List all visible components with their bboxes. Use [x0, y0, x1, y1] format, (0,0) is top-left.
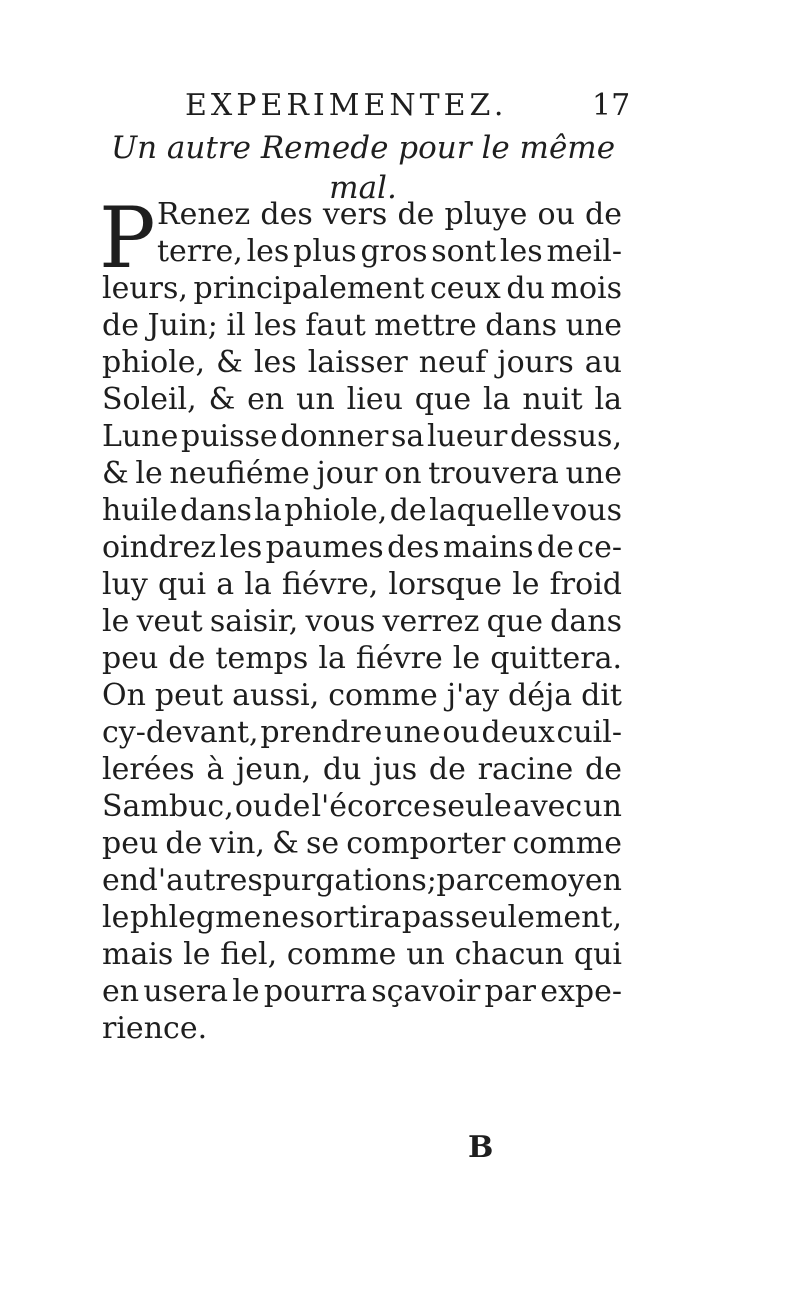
- body-line: Lune puisse donner sa lueur dessus,: [102, 419, 622, 454]
- body-line: Soleil, & en un lieu que la nuit la: [102, 382, 622, 417]
- body-line: terre, les plus gros sont les meil-: [157, 234, 622, 269]
- body-line: & le neufiéme jour on trouvera une: [102, 456, 622, 491]
- body-line: de Juin; il les faut mettre dans une: [102, 308, 622, 343]
- drop-cap: P: [99, 189, 156, 287]
- body-line: le phlegme ne sortira pas seulement,: [102, 900, 622, 935]
- body-line: phiole, & les laisser neuf jours au: [102, 345, 622, 380]
- body-line: mais le fiel, comme un chacun qui: [102, 937, 622, 972]
- body-line: en usera le pourra sçavoir par expe-: [102, 974, 622, 1009]
- page-number: 17: [592, 88, 631, 123]
- running-head: EXPERIMENTEZ.: [185, 88, 508, 123]
- body-line: peu de vin, & se comporter comme: [102, 826, 622, 861]
- body-line: Sambuc, ou de l'écorce seule avec un: [102, 789, 622, 824]
- body-line: huile dans la phiole, de laquelle vous: [102, 493, 622, 528]
- body-line: luy qui a la fiévre, lorsque le froid: [102, 567, 622, 602]
- body-line: leurs, principalement ceux du mois: [102, 271, 622, 306]
- section-title-line-2: mal.: [329, 170, 397, 206]
- body-line: le veut saisir, vous verrez que dans: [102, 604, 622, 639]
- body-line: Renez des vers de pluye ou de: [157, 197, 622, 232]
- body-line: rience.: [102, 1011, 208, 1046]
- body-line: lerées à jeun, du jus de racine de: [102, 752, 622, 787]
- body-line: peu de temps la fiévre le quittera.: [102, 641, 622, 676]
- body-line: en d'autres purgations; par ce moyen: [102, 863, 622, 898]
- section-title-line-1: Un autre Remede pour le même: [110, 130, 616, 166]
- section-title: [103, 128, 623, 208]
- body-line: On peut aussi, comme j'ay déja dit: [102, 678, 622, 713]
- signature-mark: B: [468, 1130, 494, 1165]
- body-line: cy-devant, prendre une ou deux cuil-: [102, 715, 622, 750]
- body-line: oindrez les paumes des mains de ce-: [102, 530, 622, 565]
